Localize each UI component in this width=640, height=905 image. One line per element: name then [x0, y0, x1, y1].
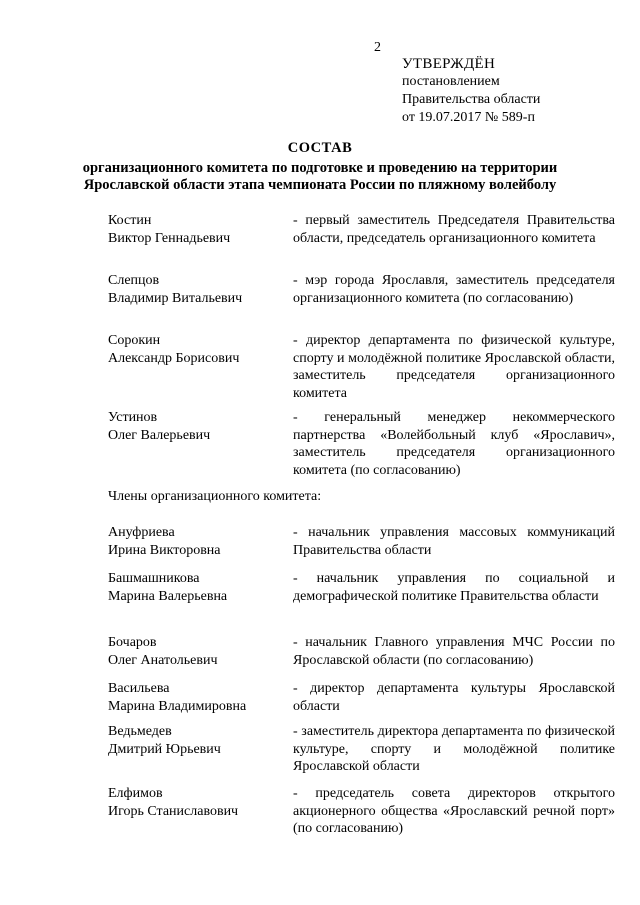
approval-line: Правительства области — [402, 92, 541, 107]
person-given-name: Игорь Станиславович — [108, 804, 239, 819]
approval-title: УТВЕРЖДЁН — [402, 56, 496, 72]
person-role: - начальник управления массовых коммуникаций Правительства области — [293, 525, 615, 558]
person-given-name: Владимир Витальевич — [108, 291, 243, 306]
person-name — [108, 723, 221, 759]
person-given-name: Марина Владимировна — [108, 699, 247, 714]
person-name — [108, 634, 217, 670]
person-surname: Башмашникова — [108, 571, 200, 586]
person-name — [108, 409, 210, 445]
members-heading: Члены организационного комитета: — [108, 489, 322, 504]
person-given-name: Александр Борисович — [108, 351, 240, 366]
person-given-name: Олег Валерьевич — [108, 428, 211, 443]
person-role: - заместитель директора департамента по физической культуре, спорту и молодёжной политике Ярославской области — [293, 724, 615, 774]
person-role: - начальник управления по социальной и демографической политике Правительства области — [293, 571, 615, 604]
person-surname: Костин — [108, 213, 152, 228]
person-given-name: Ирина Викторовна — [108, 543, 221, 558]
person-given-name: Виктор Геннадьевич — [108, 231, 231, 246]
person-role: - первый заместитель Председателя Правительства области, председатель организационного комитета — [293, 213, 615, 246]
title-line: Ярославской области этапа чемпионата России по пляжному волейболу — [83, 177, 557, 193]
person-role: - генеральный менеджер некоммерческого партнерства «Волейбольный клуб «Ярославич», заместитель председателя организационного комитета (по согласованию) — [293, 410, 615, 478]
title-line: организационного комитета по подготовке и проведению на территории — [82, 160, 558, 176]
person-surname: Васильева — [108, 681, 170, 696]
approval-date: от 19.07.2017 № 589-п — [402, 110, 535, 125]
person-name — [108, 272, 242, 308]
person-given-name: Марина Валерьевна — [108, 589, 228, 604]
person-given-name: Олег Анатольевич — [108, 653, 218, 668]
person-surname: Бочаров — [108, 635, 157, 650]
person-surname: Ведьмедев — [108, 724, 172, 739]
title-heading: СОСТАВ — [287, 140, 353, 156]
document-title — [0, 140, 640, 194]
person-name — [108, 524, 221, 560]
approval-line: постановлением — [402, 74, 500, 89]
page-number: 2 — [374, 40, 381, 55]
person-role: - директор департамента культуры Ярославской области — [293, 681, 615, 714]
person-name — [108, 680, 246, 716]
person-surname: Сорокин — [108, 333, 161, 348]
person-name — [108, 332, 239, 368]
person-surname: Слепцов — [108, 273, 160, 288]
person-role: - мэр города Ярославля, заместитель председателя организационного комитета (по согласованию) — [293, 273, 615, 306]
approval-stamp — [402, 55, 540, 127]
person-role: - начальник Главного управления МЧС России по Ярославской области (по согласованию) — [293, 635, 615, 668]
person-surname: Устинов — [108, 410, 158, 425]
person-name — [108, 570, 227, 606]
person-given-name: Дмитрий Юрьевич — [108, 742, 221, 757]
person-name — [108, 785, 238, 821]
person-surname: Ануфриева — [108, 525, 175, 540]
person-surname: Елфимов — [108, 786, 163, 801]
person-name — [108, 212, 230, 248]
person-role: - директор департамента по физической культуре, спорту и молодёжной политике Ярославской области, заместитель председателя организационного комитета — [293, 333, 615, 401]
person-role: - председатель совета директоров открытого акционерного общества «Ярославский речной порт» (по согласованию) — [293, 786, 615, 836]
